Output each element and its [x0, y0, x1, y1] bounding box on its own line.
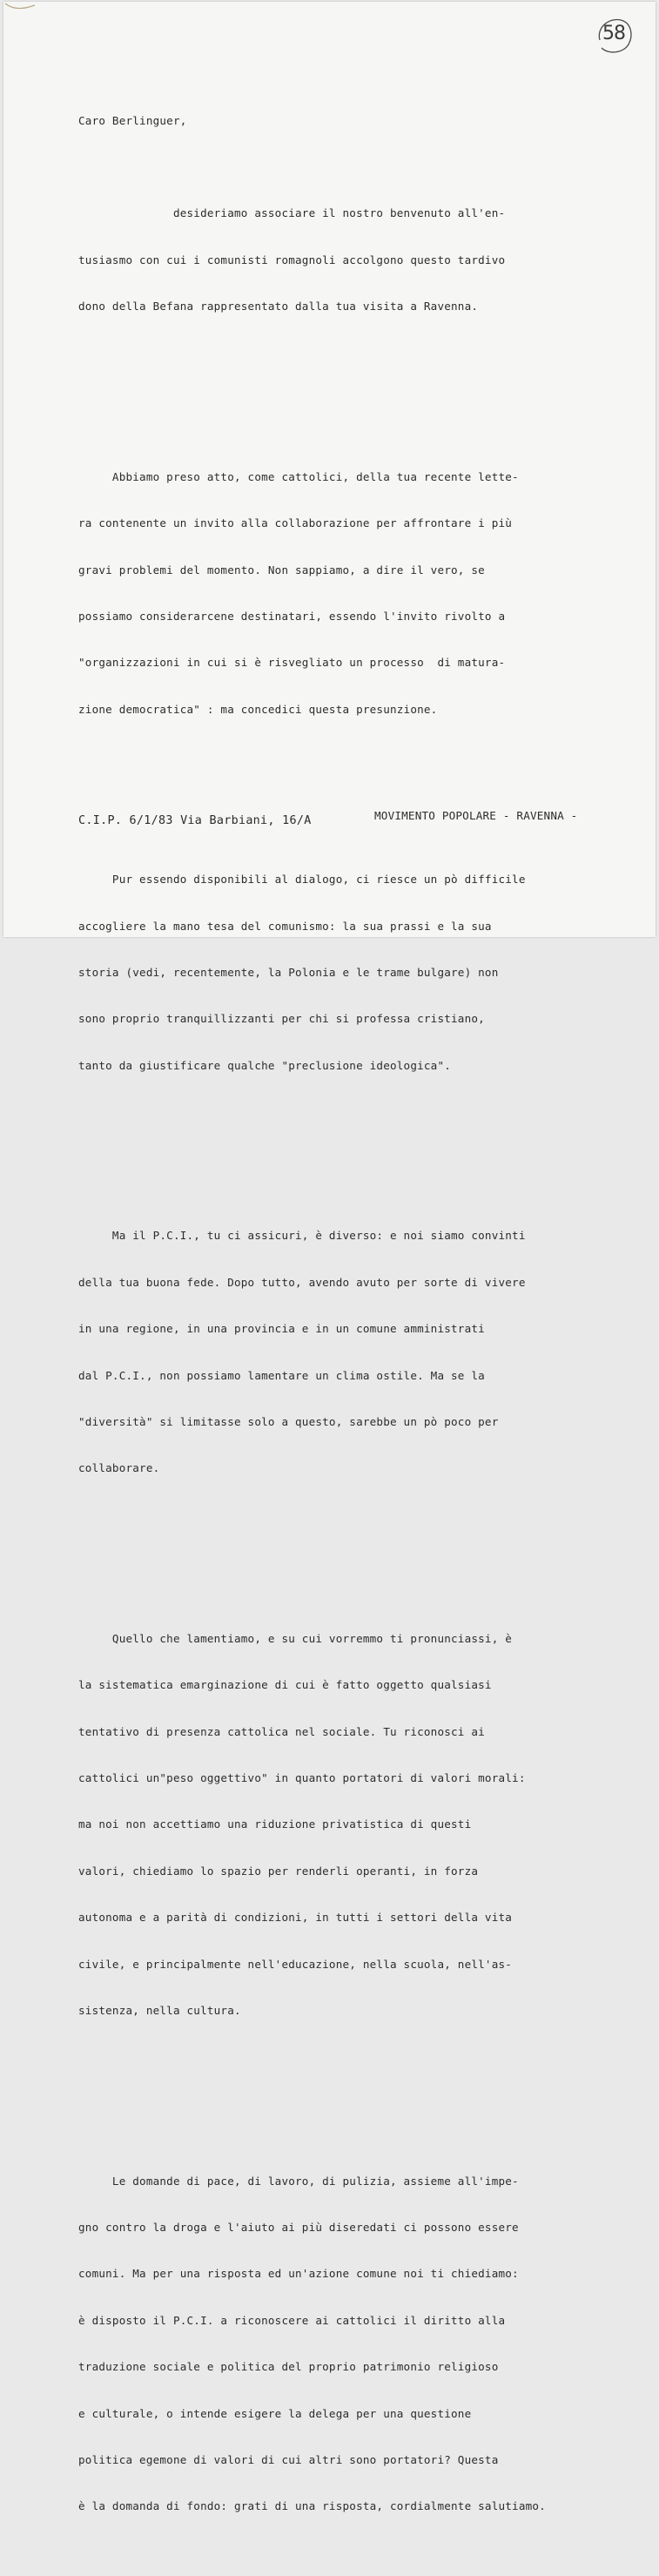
paragraph-4: [78, 1197, 635, 1507]
text-line: Ma il P.C.I., tu ci assicuri, è diverso: e noi siamo convinti: [78, 1229, 526, 1243]
text-line: gno contro la droga e l'aiuto ai più diseredati ci possono essere: [78, 2220, 519, 2234]
paragraph-5: [78, 1600, 635, 2049]
text-line: la sistematica emarginazione di cui è fatto oggetto qualsiasi: [78, 1678, 492, 1692]
text-line: e culturale, o intende esigere la delega per una questione: [78, 2406, 472, 2420]
text-line: Pur essendo disponibili al dialogo, ci riesce un pò difficile: [78, 873, 526, 887]
paragraph-3: [78, 841, 635, 1105]
text-line: possiamo considerarcene destinatari, essendo l'invito rivolto a: [78, 609, 506, 623]
text-line: in una regione, in una provincia e in un comune amministrati: [78, 1322, 485, 1336]
corner-mark: [3, 2, 38, 14]
text-line: tentativo di presenza cattolica nel sociale. Tu riconosci ai: [78, 1724, 485, 1738]
text-line: è disposto il P.C.I. a riconoscere ai cattolici il diritto alla: [78, 2313, 506, 2327]
text-line: traduzione sociale e politica del proprio patrimonio religioso: [78, 2360, 499, 2374]
text-line: autonoma e a parità di condizioni, in tutti i settori della vita: [78, 1911, 513, 1925]
text-line: desideriamo associare il nostro benvenuto all'en-: [78, 206, 506, 220]
text-line: dono della Befana rappresentato dalla tua visita a Ravenna.: [78, 300, 479, 314]
text-line: sistenza, nella cultura.: [78, 2004, 241, 2017]
text-line: accogliere la mano tesa del comunismo: la sua prassi e la sua: [78, 919, 492, 933]
text-line: "organizzazioni in cui si è risvegliato un processo di matura-: [78, 656, 506, 670]
text-line: Quello che lamentiamo, e su cui vorremmo ti pronunciassi, è: [78, 1631, 513, 1645]
text-line: Le domande di pace, di lavoro, di pulizia, assieme all'impe-: [78, 2174, 519, 2188]
text-line: storia (vedi, recentemente, la Polonia e le trame bulgare) non: [78, 966, 499, 980]
letter-body: [78, 82, 635, 2576]
footer-signature: MOVIMENTO POPOLARE - RAVENNA -: [374, 809, 578, 822]
text-line: sono proprio tranquillizzanti per chi si professa cristiano,: [78, 1012, 485, 1026]
text-line: "diversità" si limitasse solo a questo, sarebbe un pò poco per: [78, 1414, 499, 1428]
text-line: tusiasmo con cui i comunisti romagnoli accolgono questo tardivo: [78, 253, 506, 266]
text-line: Abbiamo preso atto, come cattolici, della tua recente lette-: [78, 469, 519, 483]
salutation: Caro Berlinguer,: [78, 113, 187, 127]
document-page: [3, 2, 656, 2513]
text-line: dal P.C.I., non possiamo lamentare un clima ostile. Ma se la: [78, 1368, 485, 1382]
text-line: ma noi non accettiamo una riduzione privatistica di questi: [78, 1817, 472, 1831]
text-line: valori, chiediamo lo spazio per renderli operanti, in forza: [78, 1864, 479, 1878]
text-line: politica egemone di valori di cui altri sono portatori? Questa: [78, 2452, 499, 2466]
paragraph-2: [78, 438, 635, 748]
paragraph-1: [78, 175, 635, 346]
text-line: civile, e principalmente nell'educazione, nella scuola, nell'as-: [78, 1957, 513, 1971]
text-line: collaborare.: [78, 1461, 160, 1475]
text-line: della tua buona fede. Dopo tutto, avendo avuto per sorte di vivere: [78, 1275, 526, 1289]
text-line: zione democratica" : ma concedici questa presunzione.: [78, 702, 438, 716]
page-number: 58: [602, 23, 625, 44]
text-line: gravi problemi del momento. Non sappiamo, a dire il vero, se: [78, 563, 485, 577]
paragraph-6: [78, 2142, 635, 2546]
text-line: è la domanda di fondo: grati di una risposta, cordialmente salutiamo.: [78, 2499, 546, 2513]
text-line: comuni. Ma per una risposta ed un'azione comune noi ti chiediamo:: [78, 2267, 519, 2281]
page-number-stamp: [593, 16, 635, 56]
text-line: cattolici un"peso oggettivo" in quanto portatori di valori morali:: [78, 1771, 526, 1785]
text-line: tanto da giustificare qualche "preclusione ideologica".: [78, 1058, 452, 1072]
text-line: ra contenente un invito alla collaborazione per affrontare i più: [78, 516, 513, 530]
footer-imprint: C.I.P. 6/1/83 Via Barbiani, 16/A: [78, 814, 312, 827]
